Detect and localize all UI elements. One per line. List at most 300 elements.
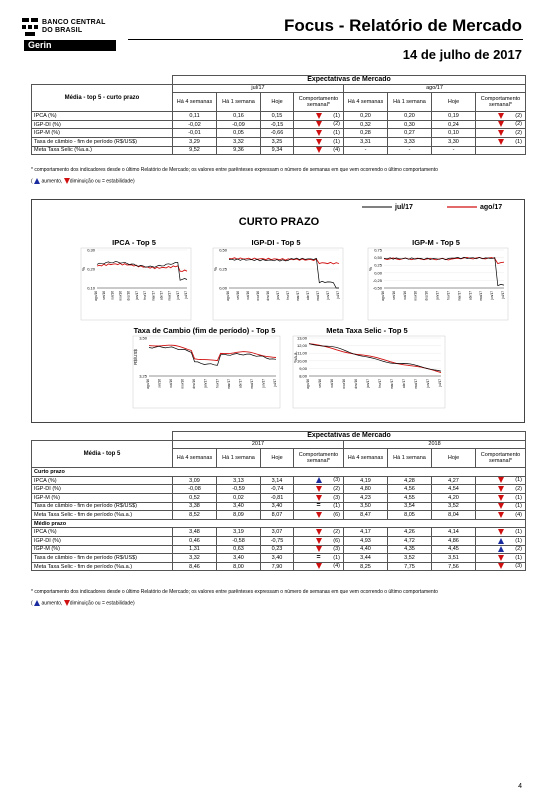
weeks-count: (4) [515, 511, 523, 518]
table1-legend [31, 178, 135, 184]
mini-chart-ylabel: % [81, 266, 86, 272]
mini-chart-tick: 11,00 [297, 350, 307, 356]
mini-chart-title: IGP-DI - Top 5 [251, 238, 301, 247]
table-row [32, 536, 526, 545]
trend-cell [294, 562, 344, 571]
column-header: Há 1 semana [217, 93, 261, 112]
value-cell: -0,02 [173, 120, 217, 129]
weeks-count: (2) [333, 485, 340, 492]
mini-chart-month: set/16 [157, 379, 162, 388]
trend-cell [294, 545, 344, 554]
mini-chart-tick: 3,50 [139, 335, 147, 341]
mini-chart-month: mai/17 [479, 291, 484, 301]
value-cell: 3,32 [217, 137, 261, 146]
value-cell: 7,90 [261, 562, 294, 571]
mini-chart-month: fev/17 [378, 379, 382, 388]
mini-chart-month: mai/17 [249, 379, 254, 389]
mini-chart-tick: 0,25 [374, 262, 382, 268]
weeks-count: (1) [333, 112, 340, 119]
down-triangle-icon [498, 529, 504, 535]
value-cell: 4,23 [344, 493, 388, 502]
down-triangle-icon [498, 121, 504, 127]
table2-period1: 2017 [173, 440, 344, 449]
mini-chart-month: jul/17 [438, 379, 442, 387]
value-cell: 4,56 [388, 485, 432, 494]
table-row [32, 112, 526, 121]
mini-chart-title: Taxa de Cambio (fim de período) - Top 5 [133, 326, 276, 335]
weeks-count: (1) [333, 129, 340, 136]
value-cell: -0,09 [217, 120, 261, 129]
mini-chart-tick: 3,25 [139, 373, 147, 379]
mini-chart-month: dez/16 [192, 379, 197, 389]
weeks-count: (2) [515, 112, 523, 119]
value-cell: 8,07 [261, 511, 294, 520]
row-label: IPCA (%) [32, 528, 173, 537]
value-cell: 3,13 [217, 476, 261, 485]
mini-chart-month: jun/17 [175, 291, 180, 300]
mini-chart-tick: -0,50 [372, 285, 382, 291]
weeks-count: (4) [333, 147, 340, 154]
table2-legend [31, 600, 135, 606]
table1-caption: Expectativas de Mercado [173, 76, 526, 85]
trend-cell [294, 146, 344, 155]
weeks-count: (3) [333, 494, 340, 501]
section-row [32, 519, 526, 528]
expectations-table-annual [31, 431, 526, 571]
value-cell: -0,74 [261, 485, 294, 494]
table-row [32, 146, 526, 155]
weeks-count: (3) [333, 546, 340, 553]
value-cell: 4,17 [344, 528, 388, 537]
value-cell: 4,27 [432, 476, 476, 485]
up-triangle-icon [34, 600, 40, 606]
value-cell: - [388, 146, 432, 155]
mini-chart-tick: 10,00 [296, 358, 307, 364]
value-cell: 8,05 [388, 511, 432, 520]
value-cell: 4,93 [344, 536, 388, 545]
value-cell: 4,40 [344, 545, 388, 554]
page-title: Focus - Relatório de Mercado [283, 16, 522, 35]
legend-open: ( [31, 600, 33, 607]
mini-chart-frame [81, 248, 191, 320]
mini-chart-ylabel: % [368, 266, 373, 272]
mini-chart-month: jun/17 [261, 379, 266, 388]
mini-chart-month: mar/17 [151, 291, 156, 301]
mini-chart-month: out/16 [330, 379, 334, 388]
table-row [32, 554, 526, 563]
value-cell: - [432, 146, 476, 155]
mini-chart-month: mai/17 [414, 379, 418, 389]
trend-cell [294, 485, 344, 494]
trend-cell [476, 502, 526, 511]
trend-cell [476, 146, 526, 155]
value-cell: 4,55 [388, 493, 432, 502]
down-triangle-icon [498, 512, 504, 518]
row-label: Taxa de câmbio - fim de período (R$/US$) [32, 502, 173, 511]
mini-chart-month: nov/16 [342, 379, 346, 389]
mini-chart-month: jul/17 [184, 291, 188, 299]
mini-chart-month: jul/17 [273, 379, 277, 387]
column-header: Há 4 semanas [344, 93, 388, 112]
row-label: IGP-M (%) [32, 493, 173, 502]
mini-chart-title: Meta Taxa Selic - Top 5 [326, 326, 408, 335]
weeks-count: (6) [333, 537, 340, 544]
value-cell: 3,48 [173, 528, 217, 537]
row-label: Meta Taxa Selic (%a.a.) [32, 146, 173, 155]
value-cell: 4,20 [432, 493, 476, 502]
value-cell: 0,10 [432, 129, 476, 138]
value-cell: 7,75 [388, 562, 432, 571]
up-triangle-icon [498, 538, 504, 544]
weeks-count: (1) [333, 503, 340, 510]
value-cell: -0,58 [217, 536, 261, 545]
weeks-count: (6) [333, 511, 340, 518]
row-label: IPCA (%) [32, 476, 173, 485]
down-triangle-icon [498, 555, 504, 561]
mini-chart-title: IPCA - Top 5 [112, 238, 156, 247]
weeks-count: (1) [515, 477, 523, 484]
down-triangle-icon [498, 495, 504, 501]
mini-chart-month: out/16 [169, 379, 174, 388]
value-cell: 3,40 [261, 502, 294, 511]
mini-chart-tick: 8,00 [299, 373, 307, 379]
section-row [32, 468, 526, 477]
value-cell: 1,31 [173, 545, 217, 554]
column-header: Hoje [261, 449, 294, 468]
trend-cell [294, 120, 344, 129]
mini-chart-month: abr/17 [159, 291, 164, 301]
row-label: IGP-DI (%) [32, 120, 173, 129]
table-row [32, 476, 526, 485]
section-title: Curto prazo [32, 468, 526, 477]
row-label: IGP-DI (%) [32, 536, 173, 545]
trend-cell [294, 511, 344, 520]
value-cell: 4,54 [432, 485, 476, 494]
trend-cell [476, 137, 526, 146]
trend-cell [294, 528, 344, 537]
column-header: Comportamento semanal* [476, 93, 526, 112]
table1-period2: ago/17 [344, 84, 526, 93]
down-triangle-icon [316, 512, 322, 518]
equal-icon: = [316, 553, 321, 561]
expectations-table-short [31, 75, 526, 155]
value-cell: 3,29 [173, 137, 217, 146]
trend-cell [476, 476, 526, 485]
mini-chart-month: set/16 [318, 379, 322, 388]
row-label: Taxa de câmbio - fim de período (R$/US$) [32, 554, 173, 563]
mini-chart-month: dez/16 [266, 291, 270, 301]
mini-chart-month: set/16 [236, 291, 240, 300]
value-cell: 4,45 [432, 545, 476, 554]
down-triangle-icon [316, 546, 322, 552]
value-cell: 3,14 [261, 476, 294, 485]
value-cell: 3,32 [173, 554, 217, 563]
trend-cell [476, 528, 526, 537]
value-cell: 4,28 [388, 476, 432, 485]
column-header: Há 1 semana [388, 449, 432, 468]
value-cell: 3,33 [388, 137, 432, 146]
value-cell: 3,52 [432, 502, 476, 511]
value-cell: 8,52 [173, 511, 217, 520]
value-cell: 3,38 [173, 502, 217, 511]
mini-chart-tick: 0,50 [219, 247, 227, 253]
weeks-count: (2) [515, 485, 523, 492]
mini-chart-month: mar/17 [226, 379, 231, 389]
weeks-count: (1) [515, 537, 523, 544]
value-cell: 0,15 [261, 112, 294, 121]
table-row [32, 129, 526, 138]
trend-cell [294, 476, 344, 485]
trend-cell [476, 120, 526, 129]
down-triangle-icon [498, 503, 504, 509]
column-header: Há 1 semana [217, 449, 261, 468]
value-cell: 3,25 [261, 137, 294, 146]
trend-cell [294, 129, 344, 138]
column-header: Hoje [261, 93, 294, 112]
weeks-count: (3) [515, 563, 523, 570]
value-cell: 0,63 [217, 545, 261, 554]
value-cell: 4,19 [344, 476, 388, 485]
mini-chart-tick: 0,75 [374, 247, 382, 253]
value-cell: 3,40 [261, 554, 294, 563]
column-header: Comportamento semanal* [294, 449, 344, 468]
value-cell: 0,16 [217, 112, 261, 121]
value-cell: 4,80 [344, 485, 388, 494]
trend-cell [294, 536, 344, 545]
value-cell: 8,47 [344, 511, 388, 520]
weeks-count: (1) [515, 554, 523, 561]
down-triangle-icon [498, 563, 504, 569]
down-triangle-icon [316, 529, 322, 535]
mini-chart-month: out/16 [402, 291, 407, 300]
value-cell: 9,34 [261, 146, 294, 155]
mini-chart-frame [133, 336, 280, 408]
table-row [32, 493, 526, 502]
value-cell: 3,54 [388, 502, 432, 511]
weeks-count: (1) [333, 138, 340, 145]
mini-chart-month: out/16 [246, 291, 250, 300]
mini-chart-month: mar/17 [457, 291, 462, 301]
up-triangle-icon [34, 178, 40, 184]
mini-chart-month: out/16 [110, 291, 115, 300]
mini-chart-month: nov/16 [256, 291, 260, 301]
value-cell: 8,25 [344, 562, 388, 571]
value-cell: 0,46 [173, 536, 217, 545]
mini-chart-month: ago/16 [146, 379, 150, 389]
row-label: IPCA (%) [32, 112, 173, 121]
value-cell: -0,81 [261, 493, 294, 502]
mini-chart-month: jan/17 [203, 379, 208, 388]
value-cell: 8,46 [173, 562, 217, 571]
mini-chart-month: jun/17 [326, 291, 330, 300]
legend-label-jul: jul/17 [395, 204, 413, 211]
mini-chart-month: nov/16 [180, 379, 185, 389]
value-cell: -0,15 [261, 120, 294, 129]
table2-period2: 2018 [344, 440, 526, 449]
table-row [32, 562, 526, 571]
trend-cell [476, 493, 526, 502]
weeks-count: (2) [515, 121, 523, 128]
mini-chart-month: dez/16 [354, 379, 358, 389]
mini-chart-tick: 12,00 [296, 343, 307, 349]
legend-label-ago: ago/17 [480, 204, 503, 211]
mini-chart-tick: 0,30 [87, 247, 95, 253]
mini-chart-tick: 0,00 [219, 285, 227, 291]
report-date: 14 de julho de 2017 [402, 47, 522, 62]
down-triangle-icon [498, 139, 504, 145]
mini-chart-ylabel: % [213, 266, 218, 272]
weeks-count: (1) [333, 554, 340, 561]
table-row [32, 137, 526, 146]
down-triangle-icon [316, 139, 322, 145]
value-cell: 7,56 [432, 562, 476, 571]
mini-chart-tick: 0,20 [87, 266, 95, 272]
row-label: IGP-DI (%) [32, 485, 173, 494]
up-triangle-icon [316, 477, 322, 483]
section-title: Médio prazo [32, 519, 526, 528]
mini-chart-month: abr/17 [402, 379, 406, 389]
value-cell: 8,04 [432, 511, 476, 520]
row-label: IGP-M (%) [32, 129, 173, 138]
mini-chart-ylabel: R$/US$ [133, 349, 138, 365]
mini-chart-frame [293, 336, 445, 408]
row-label: Meta Taxa Selic - fim de período (%a.a.) [32, 511, 173, 520]
value-cell: 4,26 [388, 528, 432, 537]
mini-chart-month: fev/17 [446, 291, 451, 300]
weeks-count: (1) [515, 528, 523, 535]
mini-chart-month: jan/17 [276, 291, 280, 300]
value-cell: 0,02 [217, 493, 261, 502]
mini-chart-month: jan/17 [366, 379, 370, 388]
table-row [32, 528, 526, 537]
column-header: Há 4 semanas [173, 449, 217, 468]
value-cell: 3,40 [217, 554, 261, 563]
mini-chart-month: abr/17 [468, 291, 473, 301]
trend-cell [294, 112, 344, 121]
value-cell: -0,75 [261, 536, 294, 545]
mini-chart-month: set/16 [391, 291, 396, 300]
weeks-count: (3) [333, 477, 340, 484]
mini-chart-month: mai/17 [167, 291, 172, 301]
logo-line2: DO BRASIL [42, 27, 83, 34]
down-triangle-icon [498, 113, 504, 119]
legend-up-text: aumento, [41, 600, 63, 607]
value-cell: -0,01 [173, 129, 217, 138]
value-cell: 3,09 [173, 476, 217, 485]
trend-cell [476, 545, 526, 554]
trend-cell [476, 112, 526, 121]
value-cell: 0,27 [388, 129, 432, 138]
value-cell: - [344, 146, 388, 155]
down-triangle-icon [316, 130, 322, 136]
trend-cell [476, 511, 526, 520]
column-header: Hoje [432, 93, 476, 112]
table-row [32, 511, 526, 520]
charts-title: CURTO PRAZO [238, 216, 320, 228]
value-cell: 3,30 [432, 137, 476, 146]
equal-icon: = [316, 502, 321, 510]
mini-chart-month: fev/17 [286, 291, 290, 300]
column-header: Comportamento semanal* [294, 93, 344, 112]
mini-chart-tick: -0,25 [372, 277, 382, 283]
column-header: Há 1 semana [388, 93, 432, 112]
value-cell: -0,66 [261, 129, 294, 138]
weeks-count: (1) [515, 503, 523, 510]
value-cell: 8,09 [217, 511, 261, 520]
trend-cell [476, 554, 526, 563]
mini-chart-month: fev/17 [215, 379, 220, 388]
value-cell: -0,08 [173, 485, 217, 494]
short-term-charts-panel [31, 199, 525, 423]
weeks-count: (1) [515, 138, 523, 145]
down-triangle-icon [316, 563, 322, 569]
mini-chart-tick: 0,00 [374, 270, 382, 276]
mini-chart-tick: 13,00 [296, 335, 307, 341]
mini-chart-month: jul/17 [501, 291, 505, 299]
table2-footnote: * comportamento dos indicadores desde o último Relatório de Mercado; os valores entre parênteses expressam o número de semanas em que vem ocorrendo o último comportamento [31, 589, 438, 595]
trend-cell [476, 485, 526, 494]
mini-chart-month: dez/16 [126, 291, 131, 301]
legend-rest-text: diminuição ou = estabilidade) [69, 600, 135, 607]
trend-cell [294, 554, 344, 563]
table-row [32, 120, 526, 129]
weeks-count: (2) [515, 129, 523, 136]
value-cell: -0,59 [217, 485, 261, 494]
mini-chart-tick: 0,50 [374, 255, 382, 261]
mini-chart-month: jan/17 [435, 291, 440, 300]
trend-cell [476, 562, 526, 571]
column-header: Hoje [432, 449, 476, 468]
mini-chart-month: mai/17 [316, 291, 320, 301]
weeks-count: (2) [333, 121, 340, 128]
weeks-count: (2) [515, 546, 523, 553]
mini-chart-month: jan/17 [134, 291, 139, 300]
value-cell: 0,24 [432, 120, 476, 129]
column-header: Há 4 semanas [173, 93, 217, 112]
value-cell: 0,11 [173, 112, 217, 121]
charts-svg [32, 200, 526, 424]
value-cell: 3,52 [388, 554, 432, 563]
row-label: Taxa de câmbio - fim de período (R$/US$) [32, 137, 173, 146]
table1-period1: jul/17 [173, 84, 344, 93]
weeks-count: (4) [333, 563, 340, 570]
mini-chart-month: nov/16 [413, 291, 418, 301]
legend-up-text: aumento, [41, 178, 63, 185]
value-cell: 9,52 [173, 146, 217, 155]
down-triangle-icon [498, 477, 504, 483]
value-cell: 3,40 [217, 502, 261, 511]
value-cell: 3,51 [432, 554, 476, 563]
table2-rowhead: Média - top 5 [32, 440, 173, 468]
mini-chart-tick: 9,00 [299, 365, 307, 371]
trend-cell [294, 502, 344, 511]
value-cell: 0,23 [261, 545, 294, 554]
legend-rest-text: diminuição ou = estabilidade) [69, 178, 135, 185]
down-triangle-icon [498, 130, 504, 136]
mini-chart-month: ago/16 [306, 379, 310, 389]
column-header: Há 4 semanas [344, 449, 388, 468]
value-cell: 0,52 [173, 493, 217, 502]
value-cell: 0,05 [217, 129, 261, 138]
table-row [32, 502, 526, 511]
mini-chart-month: abr/17 [306, 291, 310, 301]
legend-open: ( [31, 178, 33, 185]
down-triangle-icon [498, 486, 504, 492]
down-triangle-icon [316, 495, 322, 501]
value-cell: 4,35 [388, 545, 432, 554]
mini-chart-month: nov/16 [118, 291, 123, 301]
trend-cell [476, 129, 526, 138]
